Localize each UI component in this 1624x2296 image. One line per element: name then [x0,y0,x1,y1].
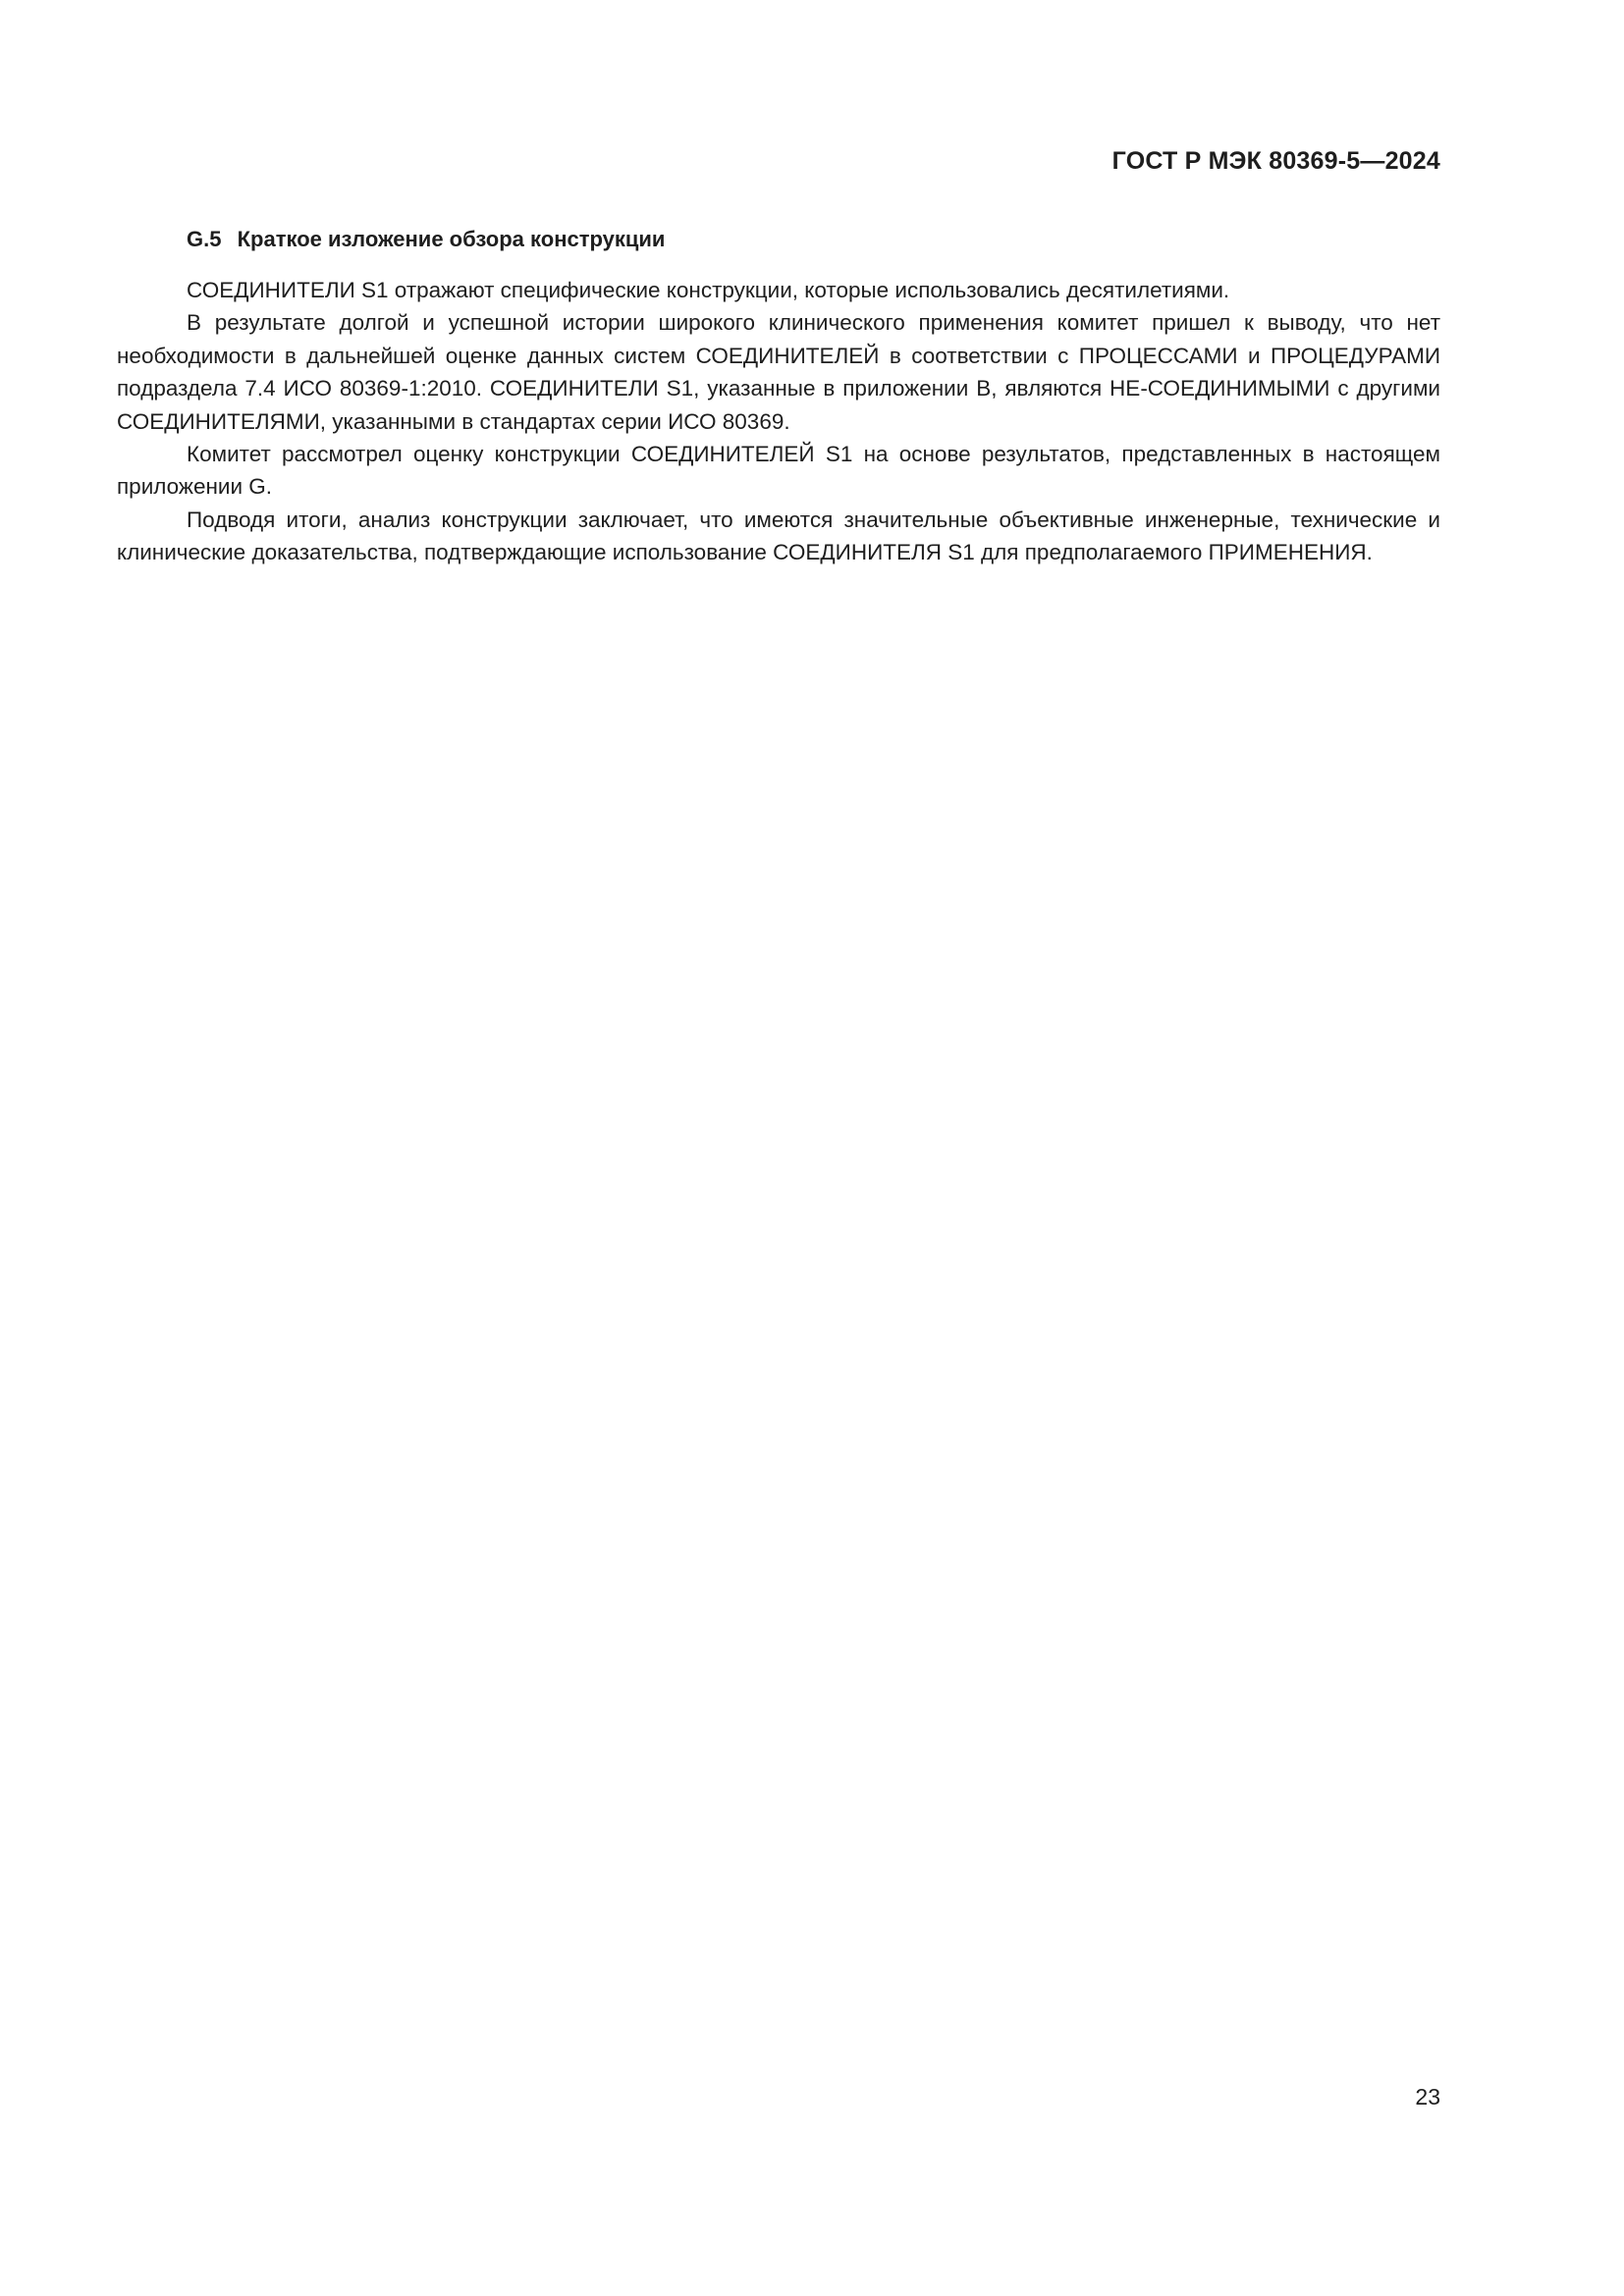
section-title: Краткое изложение обзора конструкции [237,227,666,251]
section-heading [187,227,665,252]
section-number: G.5 [187,227,222,251]
paragraph-4: Подводя итоги, анализ конструкции заключает, что имеются значительные объективные инженерные, технические и клинические доказательства, подтверждающие использование СОЕДИНИТЕЛЯ S1 для предполагаемого ПРИМЕНЕНИЯ. [117,507,1440,565]
paragraph-2: В результате долгой и успешной истории широкого клинического применения комитет пришел к выводу, что нет необходимости в дальнейшей оценке данных систем СОЕДИНИТЕЛЕЙ в соответствии с ПРОЦЕССАМИ и ПРОЦЕДУРАМИ подраздела 7.4 ИСО 80369-1:2010. СОЕДИНИТЕЛИ S1, указанные в приложении B, являются НЕ-СОЕДИНИМЫМИ с другими СОЕДИНИТЕЛЯМИ, указанными в стандартах серии ИСО 80369. [117,310,1440,434]
paragraph-3: Комитет рассмотрел оценку конструкции СОЕДИНИТЕЛЕЙ S1 на основе результатов, представленных в настоящем приложении G. [117,442,1440,500]
page-number: 23 [1415,2084,1440,2109]
standard-designation: ГОСТ Р МЭК 80369-5—2024 [1111,147,1440,175]
section-body [117,274,1440,569]
paragraph-1: СОЕДИНИТЕЛИ S1 отражают специфические конструкции, которые использовались десятилетиями. [187,278,1230,302]
